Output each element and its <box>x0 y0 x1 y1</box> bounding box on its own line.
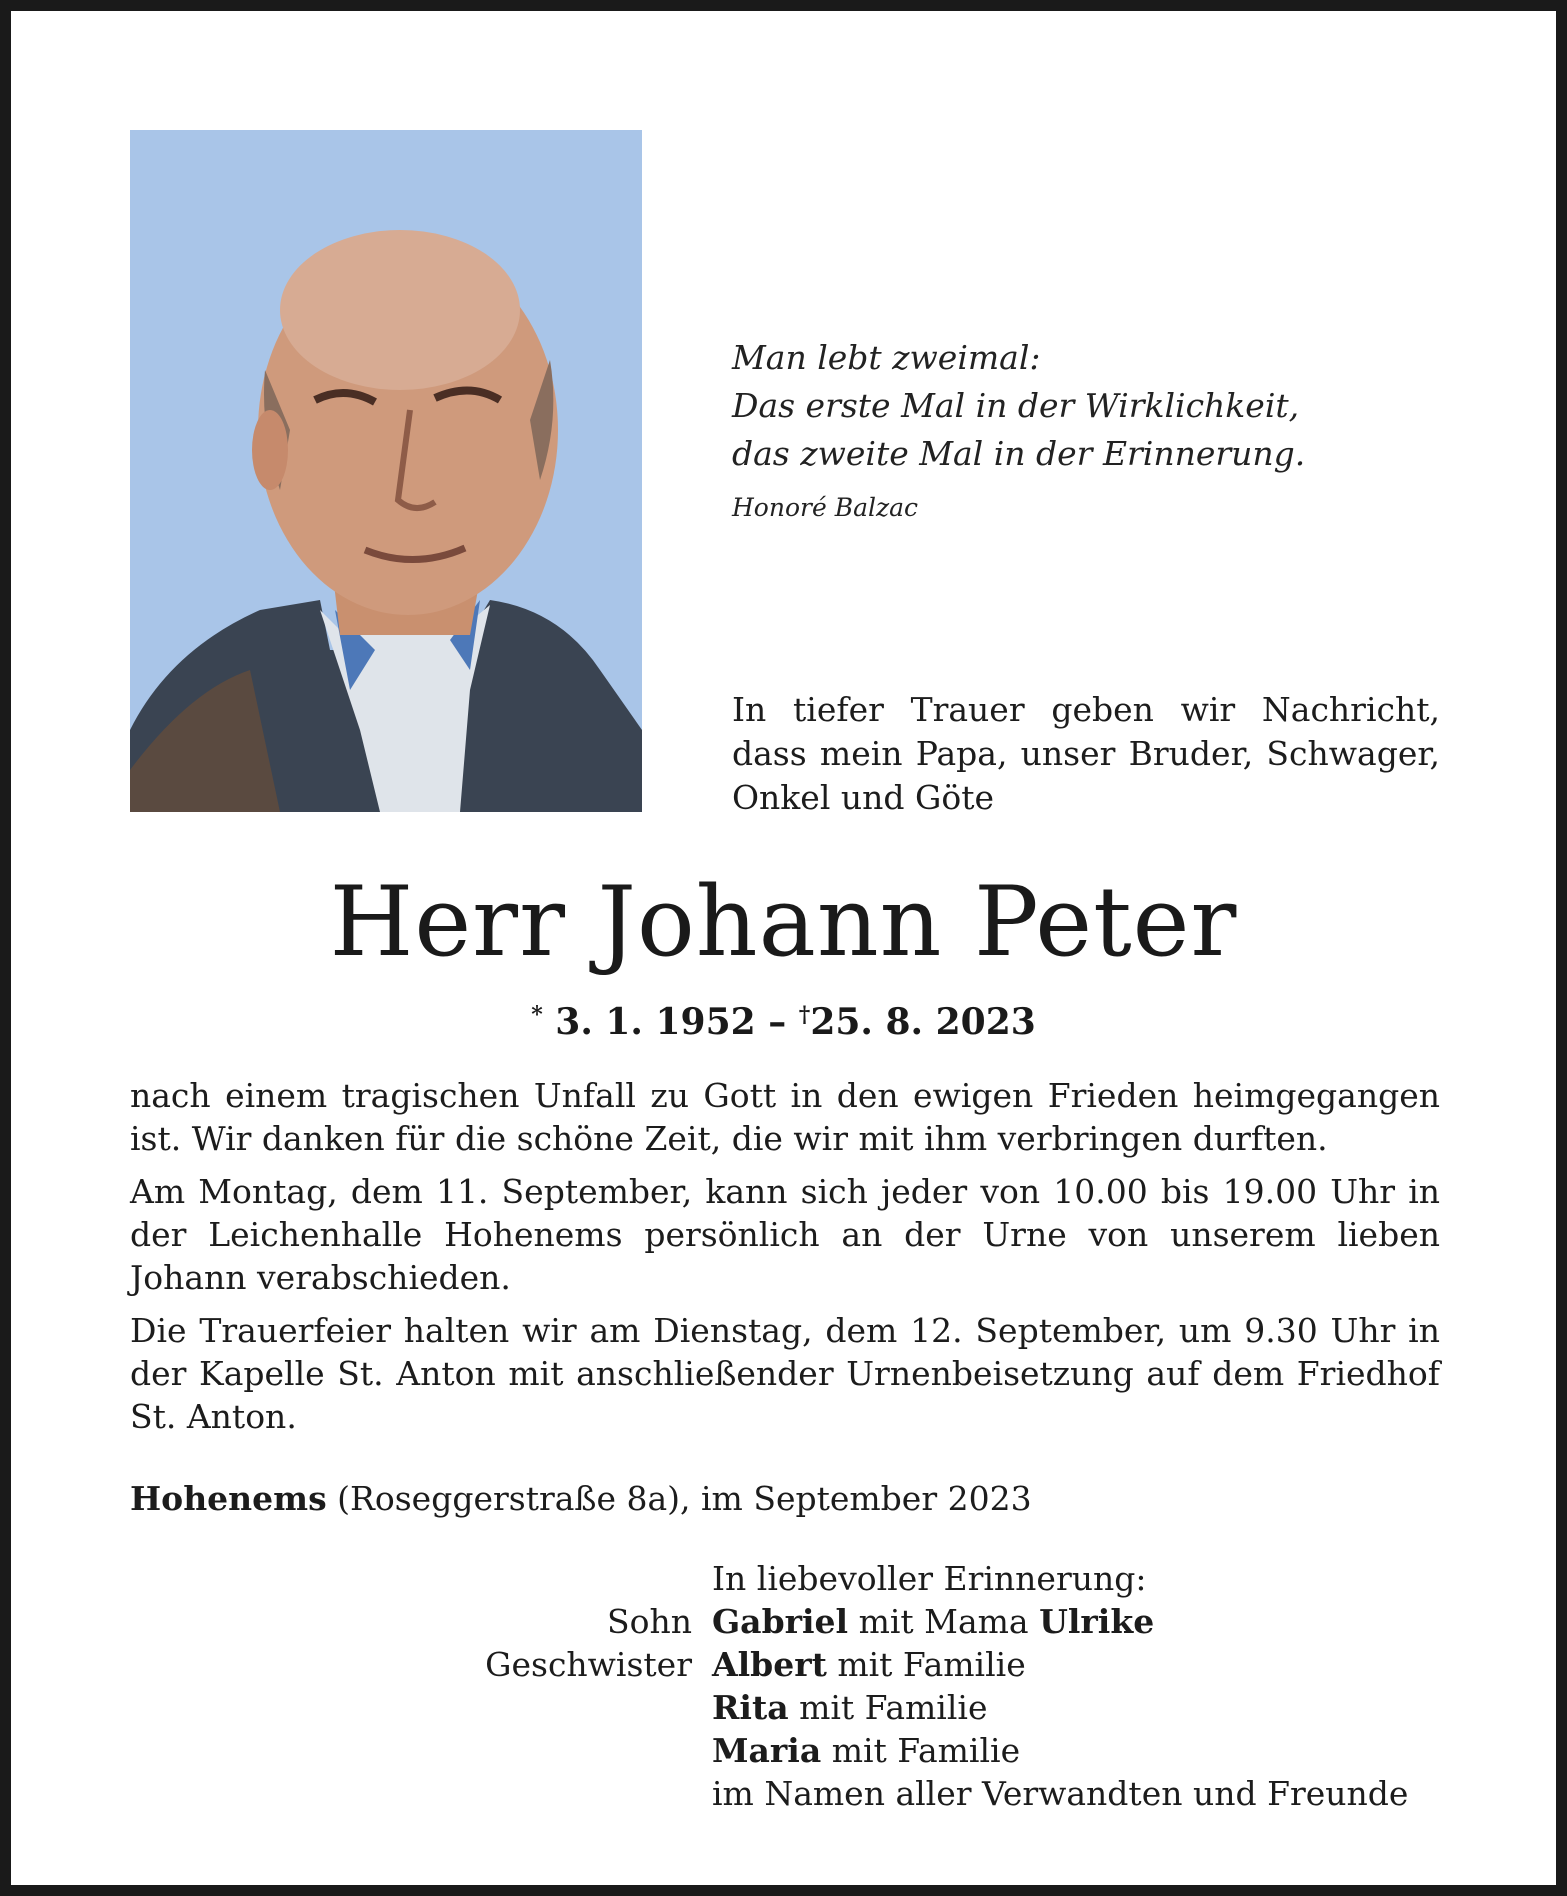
date-separator: – <box>768 1001 787 1043</box>
memorial-quote <box>732 334 1432 526</box>
portrait-photo <box>130 130 642 812</box>
announcement-intro <box>732 688 1440 820</box>
body-paragraph: nach einem tragischen Unfall zu Gott in den ewigen Frieden heimgegangen ist. Wir danken für die schöne Zeit, die wir mit ihm verbringen durften. <box>130 1076 1440 1158</box>
mourner-suffix: mit Familie <box>788 1688 988 1727</box>
quote-author: Honoré Balzac <box>732 493 919 522</box>
relation-label: Geschwister <box>485 1645 692 1684</box>
portrait-illustration <box>130 130 642 812</box>
mourners-list <box>430 1557 1460 1815</box>
relation-label: Sohn <box>607 1602 692 1641</box>
mourner-suffix: mit Familie <box>826 1645 1026 1684</box>
mourner-row-sibling <box>430 1643 1460 1686</box>
quote-line: Das erste Mal in der Wirklichkeit, <box>732 386 1300 425</box>
place-details: (Roseggerstraße 8a), im September 2023 <box>326 1479 1032 1518</box>
mourner-row-son <box>430 1600 1460 1643</box>
death-date: 25. 8. 2023 <box>810 1001 1036 1043</box>
intro-line: Onkel und Göte <box>732 778 995 817</box>
body-paragraph: Die Trauerfeier halten wir am Dienstag, dem 12. September, um 9.30 Uhr in der Kapelle St. Anton mit anschließender Urnenbeisetzung auf dem Friedhof St. Anton. <box>130 1311 1440 1436</box>
mourner-name: Maria <box>712 1731 822 1770</box>
quote-line: Man lebt zweimal: <box>732 338 1041 377</box>
intro-line: dass mein Papa, unser Bruder, Schwager, <box>732 734 1440 773</box>
signoff-closing: im Namen aller Verwandten und Freunde <box>712 1774 1409 1813</box>
signoff-closing-row <box>430 1772 1460 1815</box>
mourner-suffix: mit Mama <box>848 1602 1040 1641</box>
deceased-name: Herr Johann Peter <box>329 866 1238 978</box>
mourner-suffix: mit Familie <box>821 1731 1021 1770</box>
mourner-name: Albert <box>712 1645 827 1684</box>
death-symbol: † <box>798 1002 811 1028</box>
mourner-name: Rita <box>712 1688 789 1727</box>
mourner-name: Ulrike <box>1039 1602 1155 1641</box>
birth-date: 3. 1. 1952 <box>555 1001 756 1043</box>
quote-line: das zweite Mal in der Erinnerung. <box>732 434 1306 473</box>
intro-line: In tiefer Trauer geben wir Nachricht, <box>732 690 1440 729</box>
body-paragraph: Am Montag, dem 11. September, kann sich jeder von 10.00 bis 19.00 Uhr in der Leichenhalle Hohenems persönlich an der Urne von unserem lieben Johann verabschieden. <box>130 1172 1440 1297</box>
mourner-row-sibling <box>430 1686 1460 1729</box>
life-dates <box>0 990 1567 1047</box>
place-and-date <box>130 1477 1440 1521</box>
announcement-body <box>130 1074 1440 1448</box>
place-town: Hohenems <box>130 1479 327 1518</box>
mourner-name: Gabriel <box>712 1602 849 1641</box>
signoff-heading-row <box>430 1557 1460 1600</box>
mourner-row-sibling <box>430 1729 1460 1772</box>
signoff-heading: In liebevoller Erinnerung: <box>712 1559 1147 1598</box>
birth-symbol: * <box>531 1002 543 1028</box>
